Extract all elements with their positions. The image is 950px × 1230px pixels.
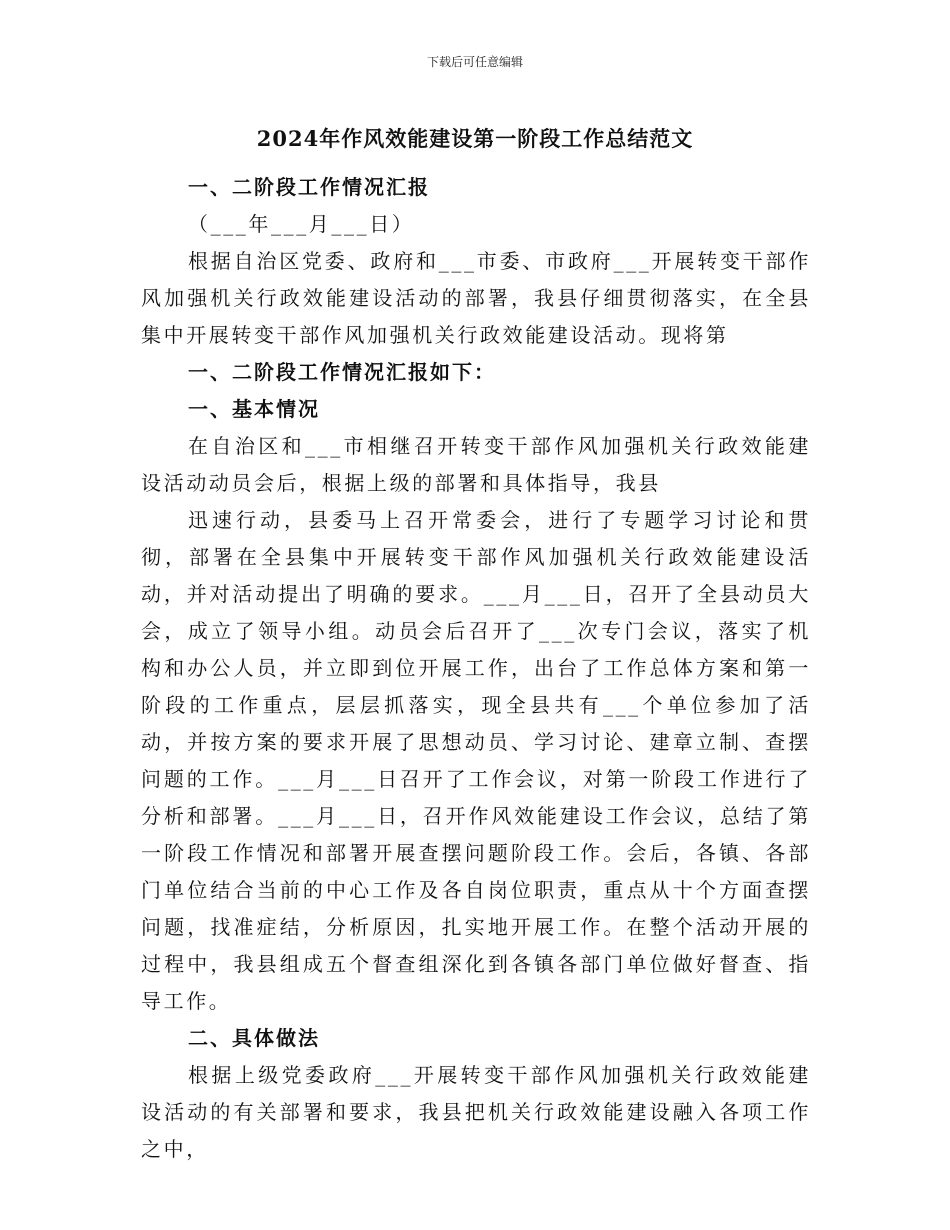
section-heading: 一、二阶段工作情况汇报如下：: [188, 360, 496, 384]
document-title: 2024年作风效能建设第一阶段工作总结范文: [256, 126, 694, 151]
document-body: [141, 169, 811, 1168]
body-paragraph: 根据自治区党委、政府和___市委、市政府___开展转变干部作风加强机关行政效能建设活动的部署，我县仔细贯彻落实，在全县集中开展转变干部作风加强机关行政效能建设活动。现将第: [141, 249, 811, 347]
date-line: （___年___月___日）: [188, 212, 415, 236]
section-heading: 一、基本情况: [188, 397, 320, 421]
body-paragraph: 迅速行动，县委马上召开常委会，进行了专题学习讨论和贯彻，部署在全县集中开展转变干部作风加强机关行政效能建设活动，并对活动提出了明确的要求。___月___日，召开了全县动员大会，成立了领导小组。动员会后召开了___次专门会议，落实了机构和办公人员，并立即到位开展工作，出台了工作总体方案和第一阶段的工作重点，层层抓落实，现全县共有___个单位参加了活动，并按方案的要求开展了思想动员、学习讨论、建章立制、查摆问题的工作。___月___日召开了工作会议，对第一阶段工作进行了分析和部署。___月___日，召开作风效能建设工作会议，总结了第一阶段工作情况和部署开展查摆问题阶段工作。会后，各镇、各部门单位结合当前的中心工作及各自岗位职责，重点从十个方面查摆问题，找准症结，分析原因，扎实地开展工作。在整个活动开展的过程中，我县组成五个督查组深化到各镇各部门单位做好督查、指导工作。: [141, 508, 811, 1013]
section-heading: 一、二阶段工作情况汇报: [188, 175, 430, 199]
page-header-note: 下载后可任意编辑: [426, 55, 523, 69]
section-heading: 二、具体做法: [188, 1026, 320, 1050]
body-paragraph: 在自治区和___市相继召开转变干部作风加强机关行政效能建设活动动员会后，根据上级的部署和具体指导，我县: [141, 434, 811, 495]
body-paragraph: 根据上级党委政府___开展转变干部作风加强机关行政效能建设活动的有关部署和要求，我县把机关行政效能建设融入各项工作之中，: [141, 1063, 811, 1161]
